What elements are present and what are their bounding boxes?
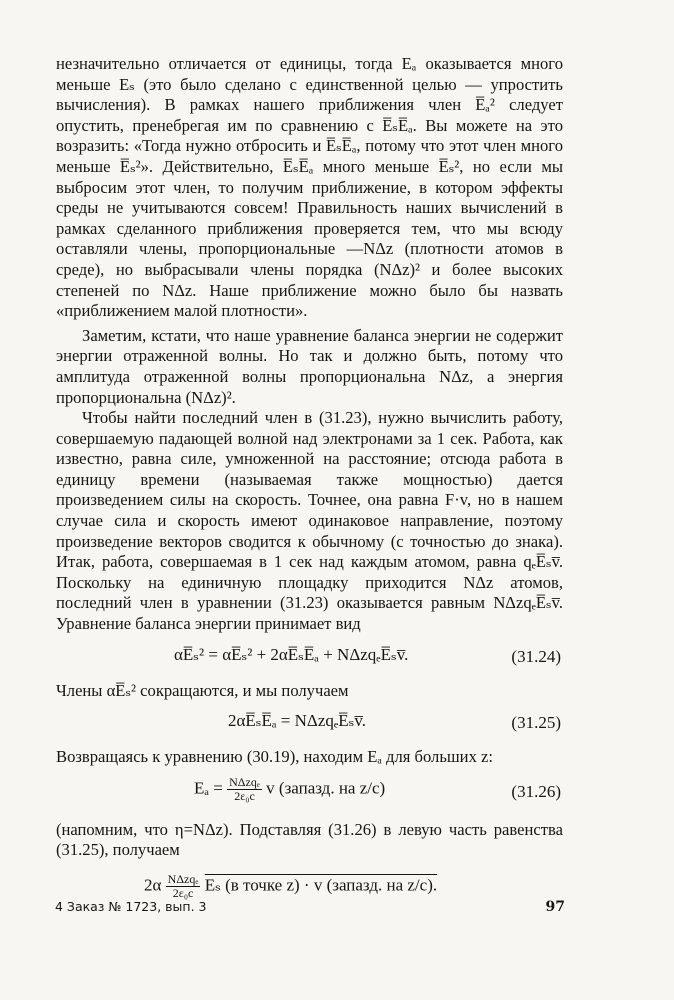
printer-signature: 4 Заказ № 1723, вып. 3	[55, 899, 207, 914]
eq-rest: v (запазд. на z/c)	[266, 778, 386, 798]
fraction-numerator: NΔzqₑ	[229, 774, 260, 789]
equation-number: (31.25)	[511, 713, 561, 733]
eq-fraction	[166, 873, 201, 900]
fraction-numerator: NΔzqₑ	[167, 872, 199, 886]
equation-number: (31.24)	[511, 646, 561, 666]
equation-body	[144, 873, 437, 900]
equation-31-24	[56, 635, 563, 681]
paragraph-3: Чтобы найти последний член в (31.23), нужно вычислить работу, совершаемую падающей волной над электронами за 1 сек. Работа, как известно, равна силе, умноженной на расстояние; отсюда работа в единицу времени (называемая также мощностью) дается произведением силы на скорость. Точнее, она равна F·v, но в нашем случае сила и скорость имеют одинаковое направление, поэтому произведение векторов сводится к обычному (с точностью до знака). Итак, работа, совершаемая в 1 сек над каждым атомом, равна qₑE̅ₛv̅. Поскольку на единичную площадку приходится NΔz атомов, последний член в уравнении (31.23) оказывается равным NΔzqₑE̅ₛv̅. Уравнение баланса энергии принимает вид	[56, 408, 563, 634]
paragraph-6: (напомним, что η=NΔz). Подставляя (31.26) в левую часть равенства (31.25), получаем	[56, 819, 563, 860]
eq-lhs: 2α	[144, 875, 162, 895]
paragraph-4: Члены αE̅ₛ² сокращаются, и мы получаем	[56, 680, 349, 700]
eq-lhs: Eₐ =	[194, 778, 223, 798]
equation-31-26	[56, 768, 563, 820]
equation-body	[194, 776, 385, 803]
body-text	[56, 54, 563, 915]
fraction-denominator: 2ε₀c	[234, 788, 255, 803]
equation-body: αE̅ₛ² = αE̅ₛ² + 2αE̅ₛE̅ₐ + NΔzqₑE̅ₛv̅.	[174, 644, 409, 664]
equation-body: 2αE̅ₛE̅ₐ = NΔzqₑE̅ₛv̅.	[228, 711, 367, 731]
fraction-denominator: 2ε₀c	[172, 886, 194, 900]
equation-31-25	[56, 701, 563, 747]
page-number: 97	[545, 899, 565, 915]
paragraph-2: Заметим, кстати, что наше уравнение баланса энергии не содержит энергии отраженной волны. Но так и должно быть, потому что амплитуда отраженной волны пропорциональна NΔz, а энергия пропорциональна (NΔz)².	[56, 325, 563, 407]
paragraph-5: Возвращаясь к уравнению (30.19), находим Eₐ для больших z:	[56, 747, 493, 767]
paragraph-1: незначительно отличается от единицы, тогда Eₐ оказывается много меньше Eₛ (это было сделано с единственной целью — упростить вычисления). В рамках нашего приближения член E̅ₐ² следует опустить, пренебрегая им по сравнению с E̅ₛE̅ₐ. Вы можете на это возразить: «Тогда нужно отбросить и E̅ₛE̅ₐ, потому что этот член много меньше E̅ₛ²». Действительно, E̅ₛE̅ₐ много меньше E̅ₛ², но если мы выбросим этот член, то получим приближение, в котором эффекты среды не учитываются совсем! Правильность наших вычислений в рамках сделанного приближения проверяется тем, что мы всюду оставляли члены, пропорциональные —NΔz (плотности атомов в среде), но выбрасывали члены порядка (NΔz)² и более высоких степеней по NΔz. Наше приближение можно было бы назвать «приближением малой плотности».	[56, 54, 563, 321]
eq-rest: Eₛ (в точке z) · v (запазд. на z/c).	[204, 875, 438, 895]
eq-fraction	[227, 776, 262, 803]
equation-number: (31.26)	[511, 781, 561, 801]
